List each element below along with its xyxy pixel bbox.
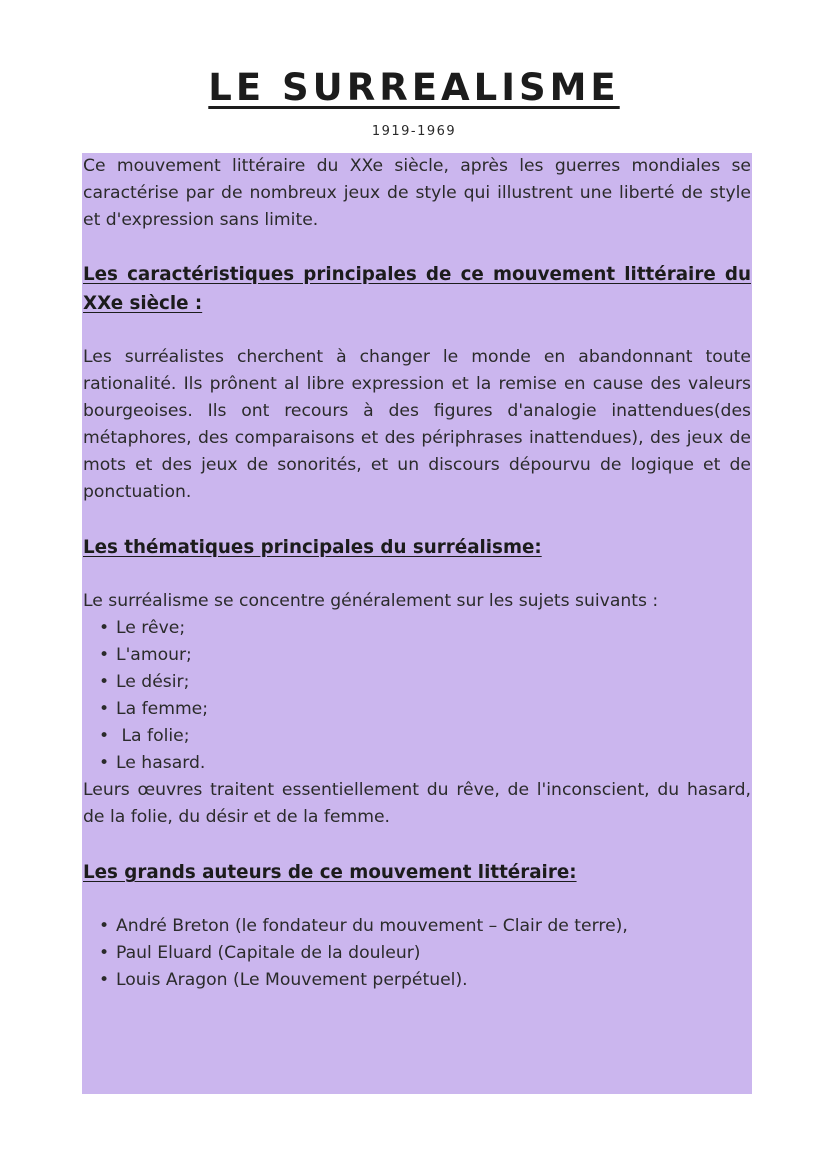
list-item: • Le hasard. (99, 753, 206, 773)
themes-conclusion: Leurs œuvres traitent essentiellement du rêve, de l'inconscient, du hasard, de la folie, du désir et de la femme. (83, 780, 751, 827)
list-item: • Le rêve; (99, 618, 186, 638)
characteristics-paragraph: Les surréalistes cherchent à changer le monde en abandonnant toute rationalité. Ils prônent al libre expression et la remise en cause des valeurs bourgeoises. Ils ont recours à des figures d'analogie inattendues(des métaphores, des comparaisons et des périphrases inattendues), des jeux de mots et des jeux de sonorités, et un discours dépourvu de logique et de ponctuation. (83, 347, 751, 502)
authors-heading: Les grands auteurs de ce mouvement littéraire: (83, 862, 577, 883)
themes-intro: Le surréalisme se concentre généralement sur les sujets suivants : (83, 591, 659, 611)
list-item: • Paul Eluard (Capitale de la douleur) (99, 943, 421, 963)
list-item: • L'amour; (99, 645, 192, 665)
list-item: • André Breton (le fondateur du mouvement – Clair de terre), (99, 916, 628, 936)
content-panel (82, 153, 752, 1094)
page-title-text: LE SURREALISME (208, 66, 620, 109)
characteristics-heading: Les caractéristiques principales de ce mouvement littéraire du XXe siècle : (83, 264, 751, 314)
list-item: • La folie; (99, 726, 190, 746)
themes-list (83, 615, 751, 777)
list-item: • La femme; (99, 699, 209, 719)
themes-heading: Les thématiques principales du surréalisme: (83, 537, 542, 558)
list-item: • Le désir; (99, 672, 190, 692)
authors-list (83, 913, 751, 994)
intro-paragraph: Ce mouvement littéraire du XXe siècle, après les guerres mondiales se caractérise par de nombreux jeux de style qui illustrent une liberté de style et d'expression sans limite. (83, 156, 751, 230)
date-range: 1919-1969 (371, 124, 457, 139)
list-item: • Louis Aragon (Le Mouvement perpétuel). (99, 970, 468, 990)
page-title (0, 66, 828, 109)
